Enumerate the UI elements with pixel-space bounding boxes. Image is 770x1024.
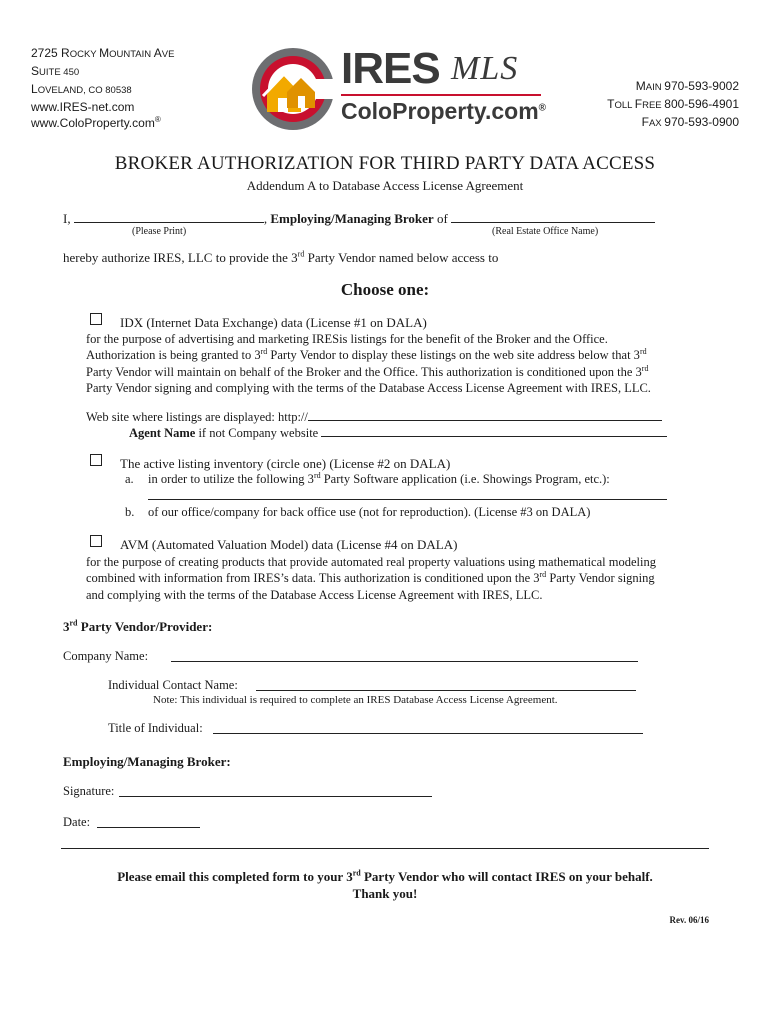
logo-site-text: ColoProperty.com®: [341, 98, 547, 124]
authorize-statement: hereby authorize IRES, LLC to provide the 3rd Party Vendor named below access to: [63, 249, 499, 265]
title-of-individual-field[interactable]: [213, 733, 643, 734]
revision-number: Rev. 06/16: [669, 915, 709, 925]
contact-note: Note: This individual is required to complete an IRES Database Access License Agreement.: [153, 694, 558, 706]
listing-inventory-checkbox[interactable]: [90, 454, 102, 466]
toll-free-phone: TOLL FREE 800-596-4901: [607, 97, 739, 111]
contact-name-field[interactable]: [256, 690, 636, 691]
office-name-field[interactable]: [451, 210, 655, 223]
thank-you: Thank you!: [352, 886, 418, 901]
form-subtitle: Addendum A to Database Access License Agreement: [246, 178, 524, 193]
option-a-label: a.: [125, 472, 134, 486]
office-name-hint: (Real Estate Office Name): [492, 226, 599, 237]
ires-logo: [249, 46, 549, 136]
avm-title: AVM (Automated Valuation Model) data (License #4 on DALA): [120, 537, 458, 552]
footer-divider: [61, 848, 709, 849]
title-of-individual-label: Title of Individual:: [108, 721, 203, 735]
choose-one-heading: Choose one:: [340, 280, 430, 299]
broker-heading: Employing/Managing Broker:: [63, 754, 231, 769]
option-a-text: in order to utilize the following 3rd Party Software application (i.e. Showings Program, etc.):: [148, 470, 610, 486]
website-line: Web site where listings are displayed: http://: [86, 408, 662, 425]
avm-checkbox[interactable]: [90, 535, 102, 547]
agent-name-line: Agent Name if not Company website: [129, 424, 667, 441]
broker-statement: I, , Employing/Managing Broker of: [63, 210, 655, 227]
website-field[interactable]: [308, 408, 662, 421]
broker-name-field[interactable]: [74, 210, 264, 223]
address-line-1: 2725 ROCKY MOUNTAIN AVE: [31, 46, 175, 60]
agent-name-field[interactable]: [321, 424, 667, 437]
fax-number: FAX 970-593-0900: [641, 115, 739, 129]
signature-field[interactable]: [119, 796, 432, 797]
form-title: BROKER AUTHORIZATION FOR THIRD PARTY DATA ACCESS: [114, 153, 656, 174]
signature-label: Signature:: [63, 784, 115, 798]
website-ires[interactable]: www.IRES-net.com: [31, 100, 135, 114]
date-field[interactable]: [97, 827, 200, 828]
company-address: [31, 45, 174, 131]
idx-title: IDX (Internet Data Exchange) data (License #1 on DALA): [120, 315, 427, 330]
website-coloproperty[interactable]: www.ColoProperty.com®: [31, 115, 161, 130]
idx-checkbox[interactable]: [90, 313, 102, 325]
company-name-label: Company Name:: [63, 649, 149, 663]
contact-numbers: [607, 78, 739, 132]
main-phone: MAIN 970-593-9002: [635, 79, 739, 93]
date-label: Date:: [63, 815, 91, 829]
address-line-3: LOVELAND, CO 80538: [31, 82, 132, 96]
please-print-hint: (Please Print): [132, 226, 187, 237]
logo-mls-text: MLS: [451, 50, 519, 87]
company-name-field[interactable]: [171, 661, 638, 662]
software-application-field[interactable]: [148, 499, 667, 500]
address-line-2: SUITE 450: [31, 64, 80, 78]
email-instruction: Please email this completed form to your 3rd Party Vendor who will contact IRES on your behalf.: [117, 868, 653, 884]
avm-description: for the purpose of creating products that provide automated real property valuations using mathematical modeling combined with information from IRES’s data. This authorization is conditioned upon the 3rd Party Vendor signing and complying with the terms of the Database Access License Agreement with IRES, LLC.: [86, 555, 656, 602]
option-b-label: b.: [125, 505, 135, 519]
option-b-text: of our office/company for back office use (not for reproduction). (License #3 on DALA): [148, 505, 591, 519]
logo-brand-text: IRES: [341, 44, 440, 93]
idx-description: for the purpose of advertising and marketing IRESis listings for the benefit of the Broker and the Office. Authorization is being granted to 3rd Party Vendor to display these listings on the web site address below that 3rd Party Vendor will maintain on behalf of the Broker and the Office. This authorization is conditioned upon the 3rd Party Vendor signing and complying with the terms of the Database Access License Agreement with IRES, LLC.: [86, 332, 651, 395]
logo-divider: [341, 94, 541, 96]
vendor-heading: 3rd Party Vendor/Provider:: [63, 618, 213, 634]
contact-name-label: Individual Contact Name:: [108, 678, 238, 692]
listing-inventory-title: The active listing inventory (circle one) (License #2 on DALA): [120, 456, 451, 471]
